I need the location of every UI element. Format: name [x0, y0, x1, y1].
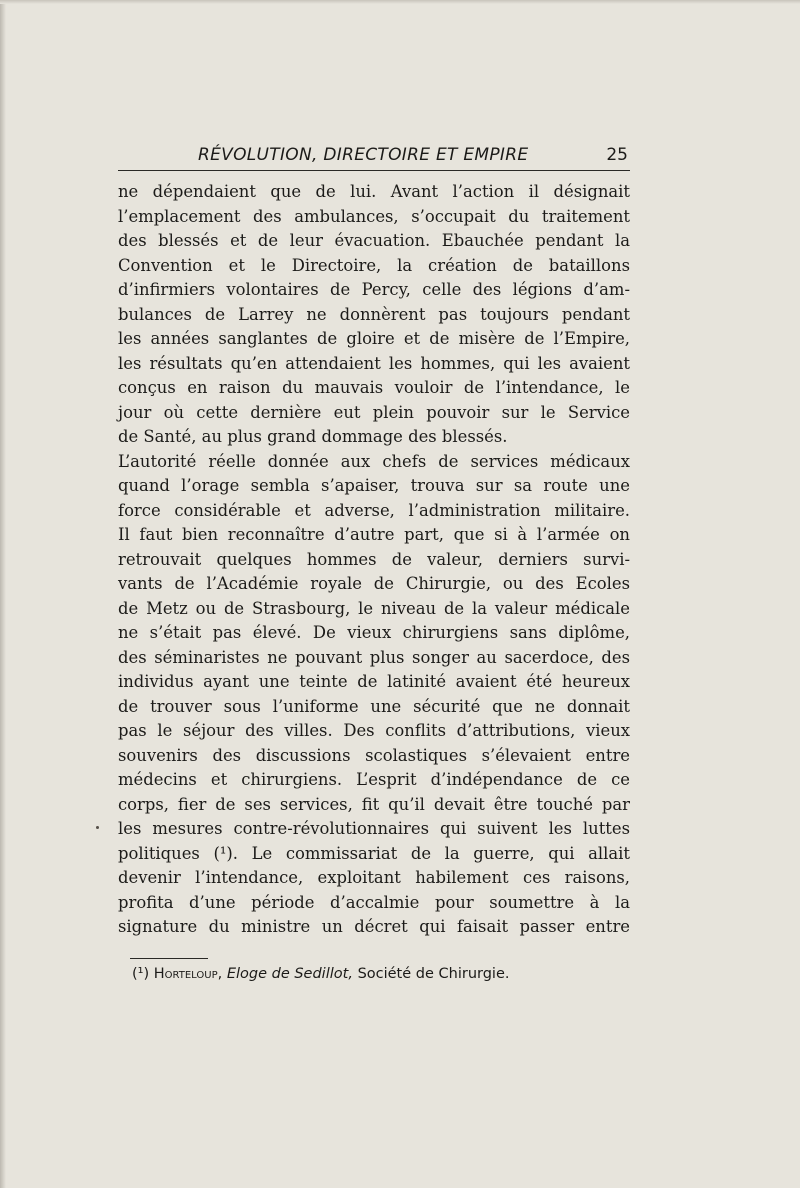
- page-number: 25: [606, 145, 628, 165]
- text-line: devenir l’intendance, exploitant habilement ces raisons,: [118, 868, 630, 887]
- page-top-edge: [0, 0, 800, 4]
- text-line: souvenirs des discussions scolastiques s’élevaient entre: [118, 745, 630, 765]
- text-line: ne dépendaient que de lui. Avant l’action il désignait: [118, 182, 630, 201]
- text-line: politiques (¹). Le commissariat de la guerre, qui allait: [118, 843, 630, 863]
- footnote-rule: [130, 958, 208, 959]
- text-line: de Metz ou de Strasbourg, le niveau de la valeur médicale: [118, 598, 630, 618]
- text-line: corps, fier de ses services, fit qu’il devait être touché par: [118, 794, 630, 814]
- paper-speck: [96, 826, 99, 829]
- text-line: pas le séjour des villes. Des conflits d’attributions, vieux: [118, 721, 630, 740]
- text-line: Convention et le Directoire, la création de bataillons: [118, 255, 630, 275]
- text-line: conçus en raison du mauvais vouloir de l’intendance, le: [118, 378, 630, 397]
- text-line: l’emplacement des ambulances, s’occupait du traitement: [118, 206, 630, 226]
- text-line: des séminaristes ne pouvant plus songer au sacerdoce, des: [118, 647, 630, 667]
- text-line: retrouvait quelques hommes de valeur, derniers survi-: [118, 549, 630, 569]
- footnote-marker: (¹): [132, 966, 150, 982]
- text-line: ne s’était pas élevé. De vieux chirurgiens sans diplôme,: [118, 623, 630, 642]
- running-header: [118, 144, 630, 171]
- footnote-author: Horteloup,: [153, 966, 223, 982]
- text-line: quand l’orage sembla s’apaiser, trouva sur sa route une: [118, 476, 630, 495]
- text-line: de trouver sous l’uniforme une sécurité que ne donnait: [118, 696, 630, 716]
- text-line: les mesures contre-révolutionnaires qui suivent les luttes: [118, 819, 630, 838]
- footnote: [132, 966, 509, 982]
- text-line: vants de l’Académie royale de Chirurgie, ou des Ecoles: [118, 574, 630, 593]
- text-line: profita d’une période d’accalmie pour soumettre à la: [118, 892, 630, 912]
- text-line: bulances de Larrey ne donnèrent pas toujours pendant: [118, 304, 630, 324]
- page-edge-shadow: [0, 0, 6, 1188]
- text-line: des blessés et de leur évacuation. Ebauchée pendant la: [118, 231, 630, 250]
- text-line: signature du ministre un décret qui faisait passer entre: [118, 917, 630, 936]
- text-line: Il faut bien reconnaître d’autre part, que si à l’armée on: [118, 525, 630, 544]
- text-line: les années sanglantes de gloire et de misère de l’Empire,: [118, 329, 630, 348]
- text-line: d’infirmiers volontaires de Percy, celle des légions d’am-: [118, 280, 630, 299]
- running-title: RÉVOLUTION, DIRECTOIRE ET EMPIRE: [198, 145, 529, 165]
- text-line: les résultats qu’en attendaient les hommes, qui les avaient: [118, 353, 630, 373]
- text-line: jour où cette dernière eut plein pouvoir sur le Service: [118, 402, 630, 422]
- text-line: force considérable et adverse, l’administration militaire.: [118, 500, 630, 520]
- footnote-title: Eloge de Sedillot,: [226, 966, 353, 982]
- body-text: [118, 180, 630, 940]
- text-line: L’autorité réelle donnée aux chefs de services médicaux: [118, 451, 630, 471]
- text-line: individus ayant une teinte de latinité avaient été heureux: [118, 672, 630, 691]
- text-line: de Santé, au plus grand dommage des blessés.: [118, 427, 508, 446]
- footnote-source: Société de Chirurgie.: [357, 966, 510, 982]
- text-line: médecins et chirurgiens. L’esprit d’indépendance de ce: [118, 770, 630, 789]
